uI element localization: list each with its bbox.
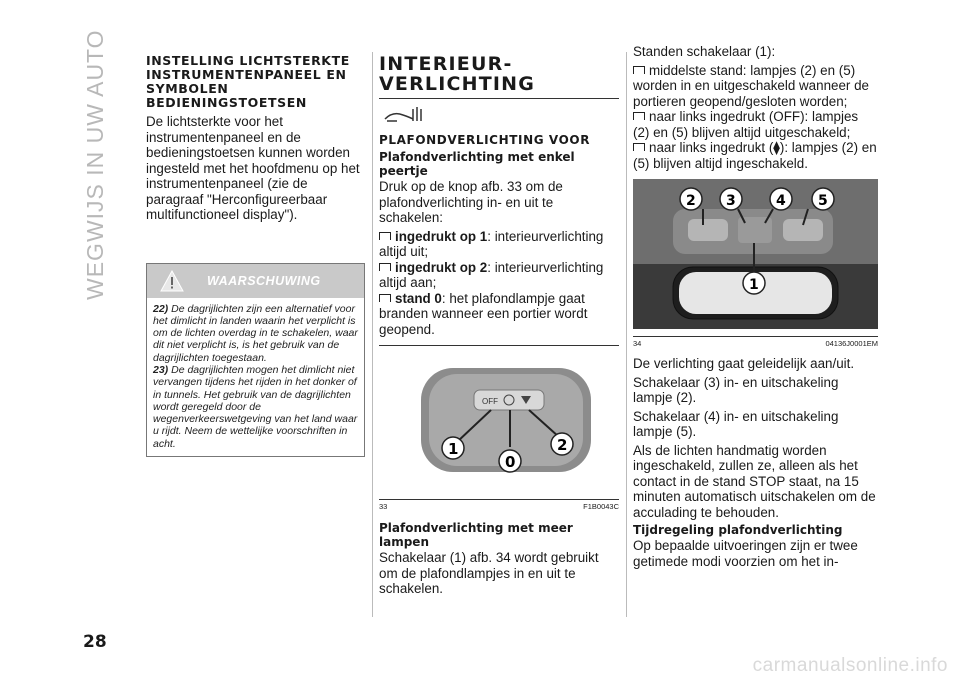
callout-3: 3 bbox=[726, 193, 736, 209]
body-text: Schakelaar (4) in- en uitschakeling lampje (5). bbox=[633, 408, 839, 439]
multi-lamp-illustration bbox=[633, 179, 878, 329]
list-item: middelste stand: lampjes (2) en (5) worden in en uitgeschakeld wanneer de portieren geopend/gesloten worden; bbox=[633, 62, 869, 109]
body-text: De verlichting gaat geleidelijk aan/uit. bbox=[633, 356, 855, 371]
interior-light-icon bbox=[383, 105, 619, 127]
warning-item: 22) De dagrijlichten zijn een alternatief voor het dimlicht in landen waarin het verplicht is om de lichten overdag in te schakelen, waar dit niet verplicht is, is het gebruik van de dagrijlichten toegestaan. bbox=[153, 302, 358, 364]
bullet-icon bbox=[379, 263, 391, 271]
body-text: Standen schakelaar (1): bbox=[633, 44, 776, 59]
body-text: Druk op de knop afb. 33 om de plafondverlichting in- en uit te schakelen: bbox=[379, 179, 563, 225]
figure-code: F1B0043C bbox=[583, 502, 619, 511]
callout-1: 1 bbox=[749, 277, 759, 293]
figure-caption bbox=[633, 336, 878, 348]
warning-item: 23) De dagrijlichten mogen het dimlicht niet vervangen tijdens het rijden in het donker of in tunnels. Het gebruik van de dagrijlichten wordt geregeld door de wegenverkeerswetgeving van het land waar u rijdt. Neem de wettelijke voorschriften in acht. bbox=[153, 363, 358, 450]
figure-number: 33 bbox=[379, 502, 388, 511]
list-item: naar links ingedrukt (⧫): lampjes (2) en (5) blijven altijd ingeschakeld. bbox=[633, 140, 877, 171]
section-heading: INSTELLING LICHTSTERKTE INSTRUMENTENPANEEL EN SYMBOLEN BEDIENINGSTOETSEN bbox=[146, 53, 350, 110]
subsection-title: Plafondverlichting met meer lampen bbox=[379, 521, 573, 549]
warning-body bbox=[147, 298, 364, 457]
figure-number: 34 bbox=[633, 339, 642, 348]
column-divider bbox=[626, 52, 627, 617]
list-item: stand 0: het plafondlampje gaat branden wanneer een portier wordt geopend. bbox=[379, 290, 588, 337]
body-text: Op bepaalde uitvoeringen zijn er twee getimede modi voorzien om het in- bbox=[633, 538, 858, 569]
warning-header bbox=[147, 264, 364, 298]
off-label: OFF bbox=[482, 397, 498, 406]
bullet-icon bbox=[379, 232, 391, 240]
callout-2: 2 bbox=[686, 193, 696, 209]
body-text: De lichtsterkte voor het instrumentenpaneel en de bedieningstoetsen kunnen worden ingesteld met het hoofdmenu op het instrumentenpaneel (zie de paragraaf "Herconfigureerbaar multifunctioneel display"). bbox=[146, 114, 360, 222]
callout-2: 2 bbox=[557, 436, 568, 454]
callout-5: 5 bbox=[818, 193, 828, 209]
figure-33 bbox=[379, 345, 619, 511]
body-text: Als de lichten handmatig worden ingeschakeld, zullen ze, alleen als het contact in de stand STOP staat, na 15 minuten automatisch uitschakelen om de acculading te behouden. bbox=[633, 442, 876, 520]
section-side-title: WEGWIJS IN UW AUTO bbox=[82, 29, 108, 300]
body-text: Schakelaar (1) afb. 34 wordt gebruikt om de plafondlampjes in en uit te schakelen. bbox=[379, 550, 599, 596]
column-3 bbox=[633, 44, 878, 572]
warning-icon bbox=[147, 270, 197, 292]
list-item: naar links ingedrukt (OFF): lampjes (2) en (5) blijven altijd uitgeschakeld; bbox=[633, 109, 859, 140]
subheading: PLAFONDVERLICHTING VOOR bbox=[379, 133, 591, 147]
page-number: 28 bbox=[83, 632, 107, 652]
bullet-icon bbox=[379, 294, 391, 302]
subsection-title: Tijdregeling plafondverlichting bbox=[633, 523, 843, 537]
column-1 bbox=[146, 54, 366, 457]
chapter-heading: INTERIEUR-VERLICHTING bbox=[379, 53, 536, 95]
watermark: carmanualsonline.info bbox=[752, 655, 948, 676]
warning-title: WAARSCHUWING bbox=[207, 273, 321, 288]
bullet-icon bbox=[633, 112, 645, 120]
list-item: ingedrukt op 1: interieurverlichting altijd uit; bbox=[379, 228, 604, 259]
list-item: ingedrukt op 2: interieurverlichting altijd aan; bbox=[379, 259, 604, 290]
callout-0: 0 bbox=[505, 453, 516, 471]
figure-caption bbox=[379, 499, 619, 511]
dome-light-switch-illustration bbox=[379, 352, 619, 492]
subsection-title: Plafondverlichting met enkel peertje bbox=[379, 150, 575, 178]
figure-code: 04136J0001EM bbox=[825, 339, 878, 348]
column-2 bbox=[379, 54, 619, 600]
body-text: Schakelaar (3) in- en uitschakeling lampje (2). bbox=[633, 374, 839, 405]
bullet-icon bbox=[633, 66, 645, 74]
column-divider bbox=[372, 52, 373, 617]
callout-4: 4 bbox=[776, 193, 786, 209]
callout-1: 1 bbox=[448, 440, 459, 458]
bullet-icon bbox=[633, 143, 645, 151]
warning-box bbox=[146, 263, 365, 458]
heading-rule bbox=[379, 98, 619, 99]
figure-34 bbox=[633, 179, 878, 348]
